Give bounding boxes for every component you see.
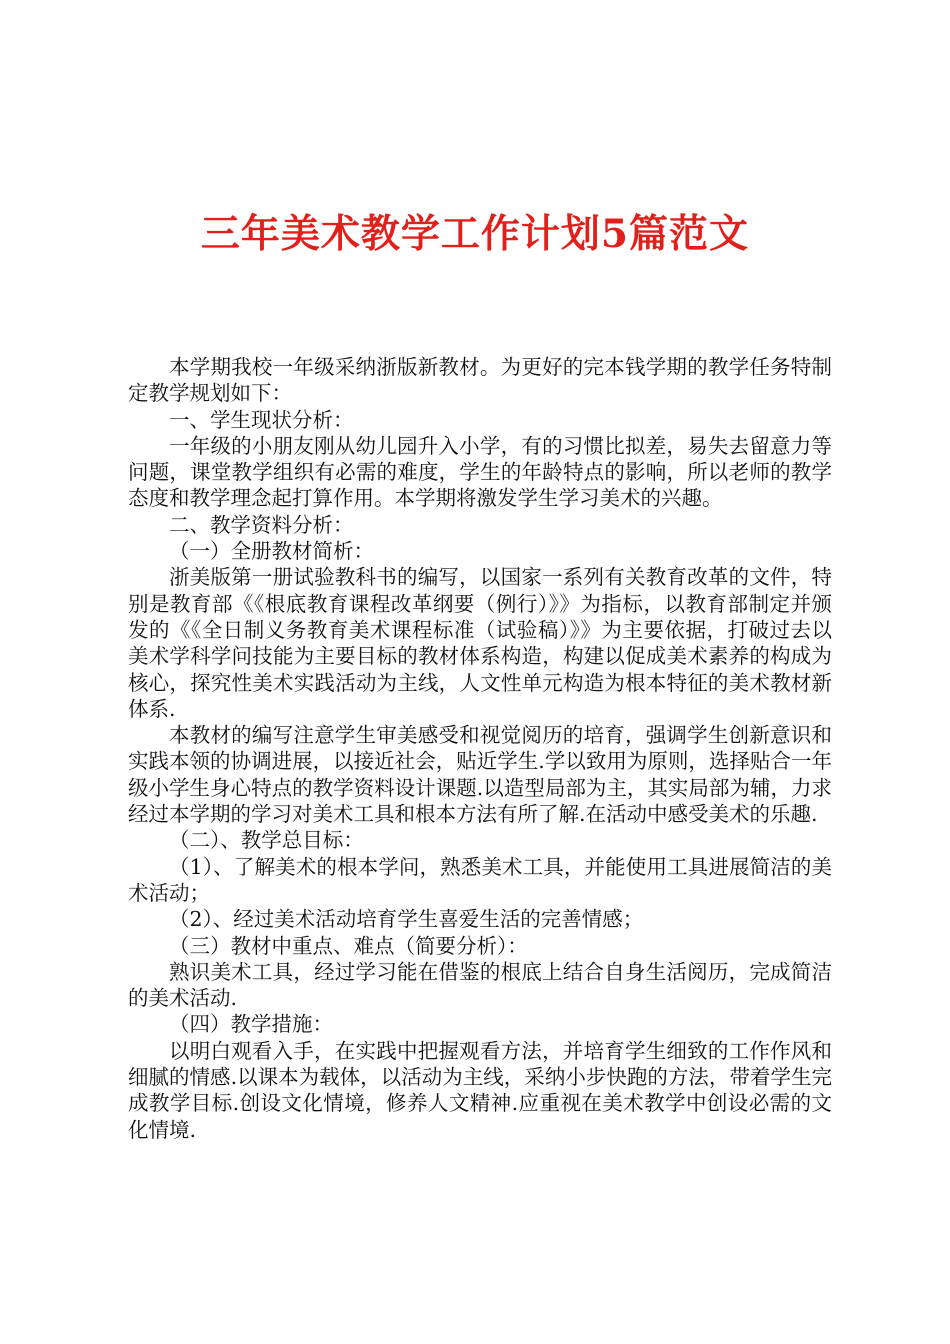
subheading-textbook-overview: （一）全册教材简析： [169,539,374,564]
subheading-key-points: （三）教材中重点、难点（简要分析）： [169,933,528,958]
paragraph-textbook-principles: 本教材的编写注意学生审美感受和视觉阅历的培育，强调学生创新意识和实践本领的协调进展，以接近社会，贴近学生.学以致用为原则，选择贴合一年级小学生身心特点的教学资料设计课题.以造型局部为主，其实局部为辅，力求经过本学期的学习对美术工具和根本方法有所了解.在活动中感受美术的乐趣. [128,723,832,827]
subheading-teaching-measures: （四）教学措施： [169,1012,333,1037]
heading-material-analysis: 二、教学资料分析： [169,512,354,537]
document-title: 三年美术教学工作计划5篇范文 [200,211,750,257]
paragraph-goal-1: （1）、了解美术的根本学问，熟悉美术工具，并能使用工具进展简洁的美术活动； [128,854,832,905]
paragraph-student-analysis: 一年级的小朋友刚从幼儿园升入小学，有的习惯比拟差，易失去留意力等问题，课堂教学组织有必需的难度，学生的年龄特点的影响，所以老师的教学态度和教学理念起打算作用。本学期将激发学生学习美术的兴趣。 [128,433,832,511]
paragraph-teaching-measures: 以明白观看入手，在实践中把握观看方法，并培育学生细致的工作作风和细腻的情感.以课本为载体，以活动为主线，采纳小步快跑的方法，带着学生完成教学目标.创设文化情境，修养人文精神.应重视在美术教学中创设必需的文化情境. [128,1038,832,1142]
paragraph-key-points: 熟识美术工具，经过学习能在借鉴的根底上结合自身生活阅历，完成简洁的美术活动. [128,959,832,1011]
heading-student-analysis: 一、学生现状分析： [169,407,354,432]
paragraph-textbook-overview: 浙美版第一册试验教科书的编写，以国家一系列有关教育改革的文件，特别是教育部《《根底教育课程改革纲要（例行）》》为指标，以教育部制定并颁发的《《全日制义务教育美术课程标准（试验稿）》》为主要依据，打破过去以美术学科学问技能为主要目标的教材体系构造，构建以促成美术素养的构成为核心，探究性美术实践活动为主线，人文性单元构造为根本特征的美术教材新体系. [128,565,832,721]
subheading-teaching-goals: （二）、教学总目标： [169,828,364,853]
paragraph-goal-2: （2）、经过美术活动培育学生喜爱生活的完善情感； [169,907,644,932]
paragraph-intro: 本学期我校一年级采纳浙版新教材。为更好的完本钱学期的教学任务特制定教学规划如下： [128,355,832,406]
document-body [128,354,832,1143]
